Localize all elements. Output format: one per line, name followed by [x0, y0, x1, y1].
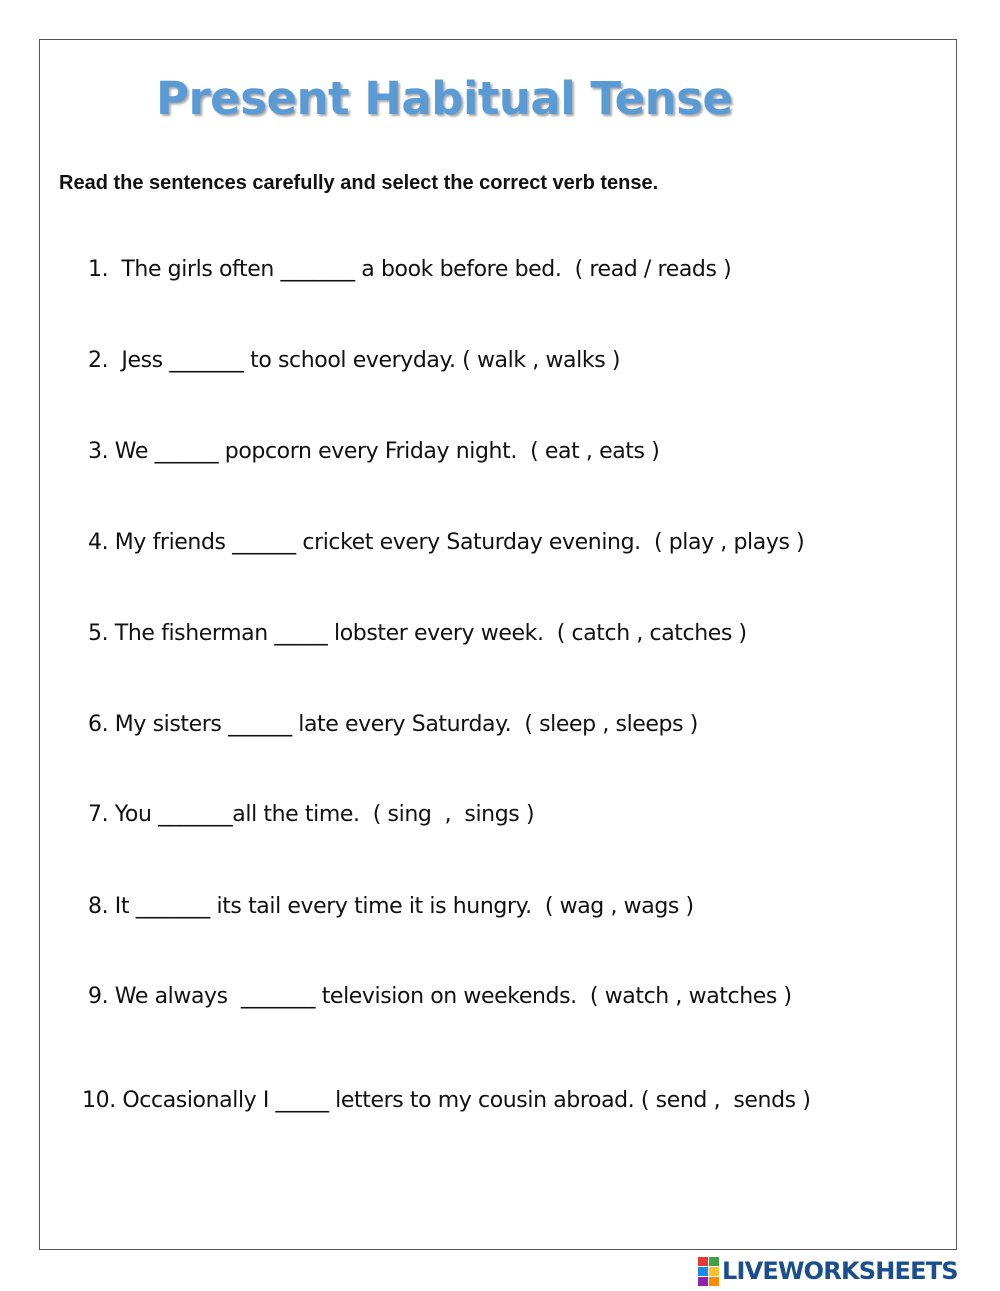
logo-block	[698, 1257, 708, 1266]
question-7: 7. You _______all the time. ( sing , sings )	[88, 802, 535, 827]
logo-block	[698, 1277, 708, 1286]
logo-block	[709, 1257, 719, 1266]
question-4: 4. My friends ______ cricket every Saturday evening. ( play , plays )	[88, 530, 805, 555]
question-10: 10. Occasionally I _____ letters to my cousin abroad. ( send , sends )	[82, 1088, 811, 1113]
question-6: 6. My sisters ______ late every Saturday. ( sleep , sleeps )	[88, 712, 698, 737]
question-3: 3. We ______ popcorn every Friday night. ( eat , eats )	[88, 439, 660, 464]
worksheet-title: Present Habitual Tense	[156, 72, 733, 125]
logo-text: LIVEWORKSHEETS	[722, 1257, 958, 1285]
question-2: 2. Jess _______ to school everyday. ( walk , walks )	[88, 348, 621, 373]
liveworksheets-logo	[698, 1256, 958, 1286]
question-8: 8. It _______ its tail every time it is hungry. ( wag , wags )	[88, 894, 694, 919]
logo-blocks-icon	[698, 1257, 719, 1286]
question-1: 1. The girls often _______ a book before bed. ( read / reads )	[88, 257, 732, 282]
logo-block	[698, 1267, 708, 1276]
instruction-text: Read the sentences carefully and select the correct verb tense.	[59, 172, 659, 194]
question-9: 9. We always _______ television on weekends. ( watch , watches )	[88, 984, 792, 1009]
question-5: 5. The fisherman _____ lobster every week. ( catch , catches )	[88, 621, 747, 646]
logo-block	[709, 1267, 719, 1276]
logo-block	[709, 1277, 719, 1286]
